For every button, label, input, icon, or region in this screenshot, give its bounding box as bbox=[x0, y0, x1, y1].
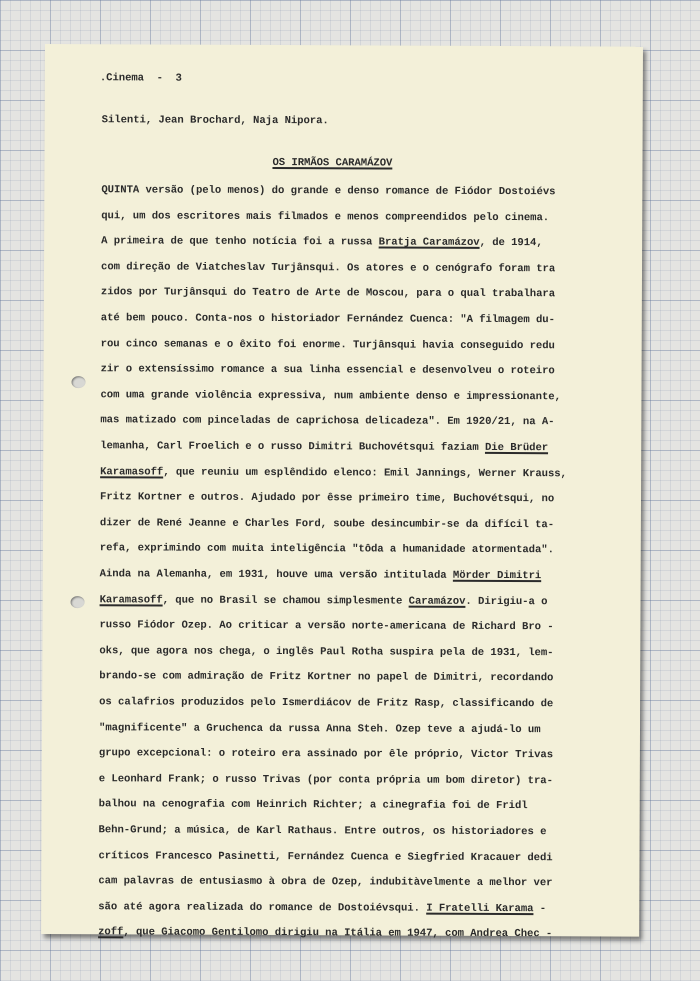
line-text: QUINTA versão (pelo menos) do grande e denso romance de Fiódor Dostoiévs bbox=[101, 184, 556, 199]
line-text: até bem pouco. Conta-nos o historiador Fernández Cuenca: "A filmagem du- bbox=[100, 312, 555, 327]
body-line bbox=[101, 312, 555, 326]
body-line bbox=[99, 722, 541, 736]
punch-hole-top bbox=[71, 376, 85, 388]
body-line bbox=[101, 261, 555, 275]
body-line bbox=[99, 645, 553, 659]
line-text: refa, exprimindo com muita inteligência "tôda a humanidade atormentada". bbox=[99, 542, 554, 557]
body-line bbox=[101, 210, 549, 224]
body-line bbox=[100, 389, 560, 403]
underlined-title: Die Brüder bbox=[484, 441, 549, 455]
line-text: russo Fiódor Ozep. Ao criticar a versão norte-americana de Richard Bro - bbox=[99, 619, 554, 634]
credits-line: Silenti, Jean Brochard, Naja Nipora. bbox=[101, 114, 329, 128]
line-text: , de 1914, bbox=[479, 237, 543, 250]
underlined-title: Karamasoff bbox=[100, 465, 164, 479]
body-line bbox=[100, 543, 554, 557]
body-line bbox=[101, 287, 555, 301]
body-line bbox=[99, 671, 553, 685]
body-line bbox=[101, 338, 555, 352]
line-text: Fritz Kortner e outros. Ajudado por êsse primeiro time, Buchovétsqui, no bbox=[99, 491, 555, 506]
body-line bbox=[100, 466, 567, 480]
line-text: rou cinco semanas e o êxito foi enorme. Turjânsqui havia conseguido redu bbox=[100, 337, 555, 352]
line-text: zir o extensíssimo romance a sua linha essencial e desenvolveu o roteiro bbox=[100, 363, 555, 378]
body-line bbox=[98, 927, 552, 941]
body-line bbox=[101, 184, 555, 198]
line-text: lemanha, Carl Froelich e o russo Dimitri Buchovétsqui faziam bbox=[100, 440, 486, 454]
line-text: - bbox=[533, 902, 547, 915]
line-text: , que no Brasil se chamou simplesmente bbox=[162, 594, 409, 608]
body-line bbox=[98, 850, 552, 864]
line-text: oks, que agora nos chega, o inglês Paul Rotha suspira pela de 1931, lem- bbox=[99, 645, 554, 660]
underlined-title: zoff bbox=[98, 926, 124, 939]
line-text: "magnificente" a Gruchenca da russa Anna Steh. Ozep teve a ajudá-lo um bbox=[98, 721, 541, 736]
body-line bbox=[99, 773, 553, 787]
body-line bbox=[101, 235, 543, 249]
line-text: balhou na cenografia com Heinrich Richter; a cinegrafia foi de Fridl bbox=[98, 798, 528, 813]
body-line bbox=[100, 594, 548, 608]
underlined-title: I Fratelli Karama bbox=[426, 902, 534, 915]
line-text: qui, um dos escritores mais filmados e menos compreendidos pelo cinema. bbox=[101, 209, 550, 224]
body-line bbox=[100, 568, 542, 582]
line-text: , que Giacomo Gentilomo dirigiu na Itália em 1947, com Andrea Chec - bbox=[123, 926, 553, 941]
underlined-title: Caramázov bbox=[408, 595, 466, 608]
body-line bbox=[99, 824, 547, 838]
body-line bbox=[100, 415, 554, 429]
line-text: dizer de René Jeanne e Charles Ford, soube desincumbir-se da difícil ta- bbox=[99, 517, 555, 532]
line-text: mas matizado com pinceladas de caprichosa delicadeza". Em 1920/21, na A- bbox=[100, 414, 555, 429]
section-title: OS IRMÃOS CARAMÁZOV bbox=[272, 156, 393, 170]
underlined-title: Bratja Caramázov bbox=[378, 236, 480, 250]
line-text: brando-se com admiração de Fritz Kortner no papel de Dimitri, recordando bbox=[99, 670, 554, 685]
page-label: .Cinema - 3 bbox=[99, 72, 182, 85]
body-line bbox=[98, 901, 546, 915]
line-text: e Leonhard Frank; o russo Trivas (por conta própria um bom diretor) tra- bbox=[98, 773, 553, 788]
body-line bbox=[99, 619, 553, 633]
line-text: zidos por Turjânsqui do Teatro de Arte de Moscou, para o qual trabalhara bbox=[100, 286, 556, 301]
body-line bbox=[101, 363, 555, 377]
body-line bbox=[98, 875, 552, 889]
line-text: são até agora realizada do romance de Dostoiévsqui. bbox=[98, 901, 427, 915]
body-line bbox=[100, 517, 554, 531]
body-line bbox=[99, 799, 528, 813]
body-line bbox=[100, 440, 548, 454]
line-text: com uma grande violência expressiva, num ambiente denso e impressionante, bbox=[100, 389, 561, 404]
underlined-title: Mörder Dimitri bbox=[452, 569, 542, 583]
underlined-title: Karamasoff bbox=[99, 593, 163, 607]
body-line bbox=[100, 491, 554, 505]
body-line bbox=[99, 747, 553, 761]
line-text: . Dirigiu-a o bbox=[465, 595, 548, 608]
line-text: cam palavras de entusiasmo à obra de Ozep, indubitàvelmente a melhor ver bbox=[98, 875, 553, 890]
line-text: A primeira de que tenho notícia foi a russa bbox=[101, 235, 379, 249]
line-text: , que reuniu um esplêndido elenco: Emil Jannings, Werner Krauss, bbox=[163, 466, 567, 480]
line-text: Behn-Grund; a música, de Karl Rathaus. Entre outros, os historiadores e bbox=[98, 824, 547, 839]
body-line bbox=[99, 696, 553, 710]
line-text: com direção de Viatcheslav Turjânsqui. Os atores e o cenógrafo foram tra bbox=[101, 261, 556, 276]
punch-hole-bottom bbox=[71, 596, 85, 608]
line-text: Ainda na Alemanha, em 1931, houve uma versão intitulada bbox=[99, 568, 453, 582]
line-text: grupo excepcional: o roteiro era assinado por êle próprio, Victor Trivas bbox=[98, 747, 554, 762]
typed-page bbox=[41, 44, 643, 941]
line-text: os calafrios produzidos pelo Ismerdiácov de Fritz Rasp, classificando de bbox=[99, 696, 554, 711]
line-text: críticos Francesco Pasinetti, Fernández Cuenca e Siegfried Kracauer dedi bbox=[98, 849, 553, 864]
